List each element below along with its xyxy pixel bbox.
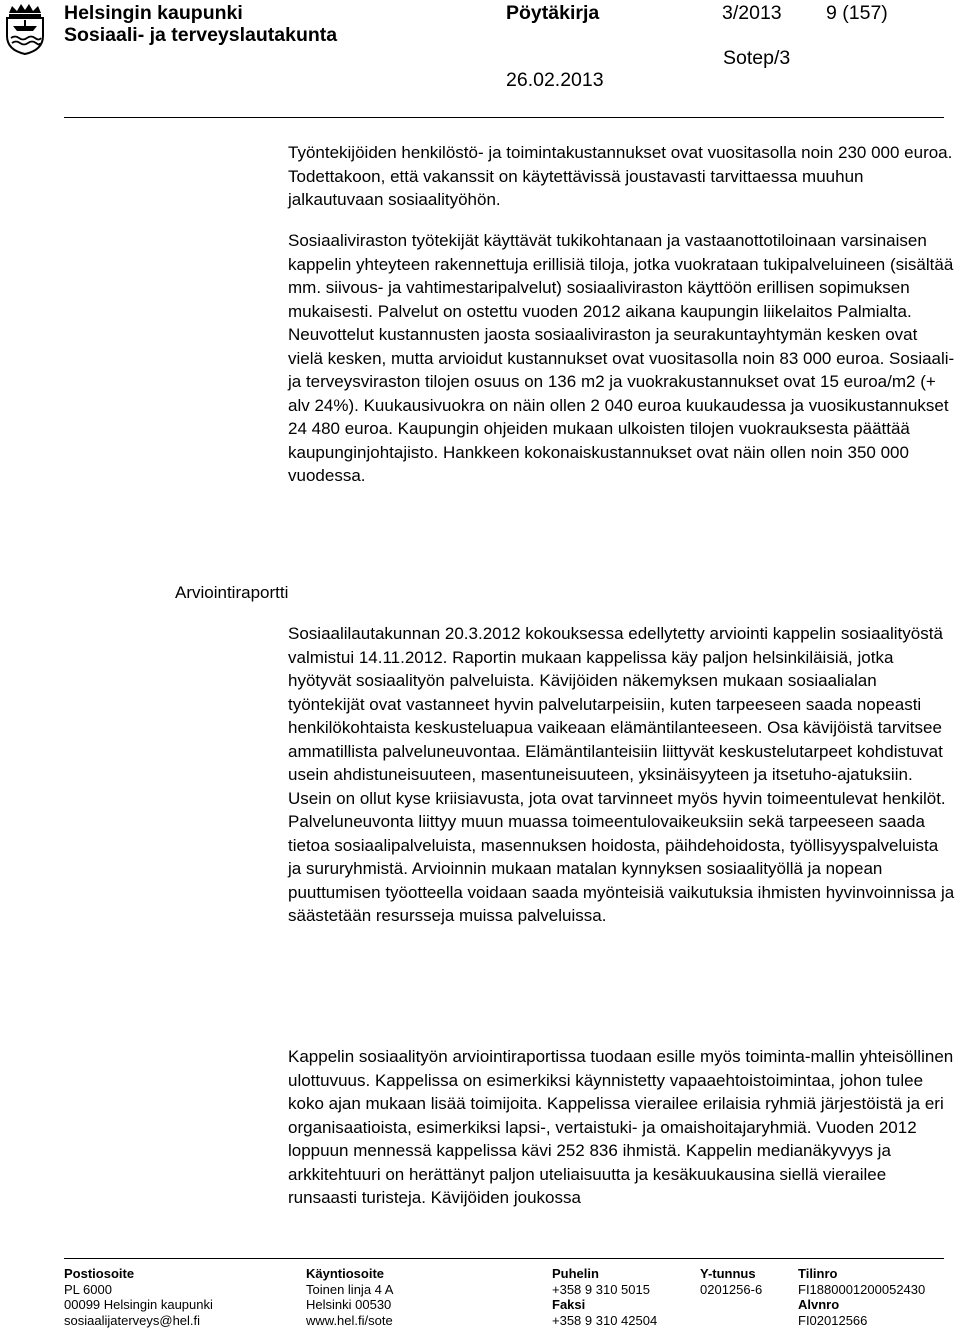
footer-line: +358 9 310 5015 [552, 1281, 650, 1297]
footer-heading: Alvnro [798, 1297, 840, 1312]
page-number: 9 (157) [826, 2, 888, 24]
footer-line: +358 9 310 42504 [552, 1312, 658, 1328]
footer-postal-address [64, 1266, 213, 1328]
footer-divider [64, 1258, 944, 1259]
department-name: Sosiaali- ja terveyslautakunta [64, 24, 338, 46]
footer-heading: Puhelin [552, 1266, 599, 1281]
footer-business-id [700, 1266, 762, 1297]
organization-name: Helsingin kaupunki [64, 2, 243, 24]
helsinki-crest-icon [4, 2, 46, 56]
footer-website-link[interactable]: www.hel.fi/sote [306, 1312, 393, 1328]
paragraph-evaluation: Sosiaalilautakunnan 20.3.2012 kokouksessa edellytetty arviointi kappelin sosiaalityöstä valmistui 14.11.2012. Raportin mukaan kappelissa käy paljon helsinkiläisiä, jotka hyötyvät sosiaalityön palveluista. Kävijöiden näkemyksen mukaan sosiaalialan työntekijät ovat vastanneet hyvin palvelutarpeisiin, kuten tarpeeseen saada nopeasti henkilökohtaista keskusteluapua vaikeaan elämäntilanteeseen. Osa kävijöistä tarvitsee ammatillista palveluneuvontaa. Elämäntilanteisiin liittyvät keskustelutarpeet kohdistuvat usein ahdistuneisuuteen, masentuneisuuteen, yksinäisyyteen ja itsetuho-ajatuksiin. Usein on ollut kyse kriisiavusta, jota ovat tarvinneet myös hyvin toimeentulevat henkilöt. Palveluneuvonta liittyy muun muassa toimeentulovaikeuksiin sekä tarpeeseen saada tietoa sosiaalipalveluista, masennuksen hoidosta, päihdehoidosta, työllisyyspalveluista ja sururyhmistä. Arvioinnin mukaan matalan kynnyksen sosiaalityöllä ja nopean puuttumisen työotteella voidaan saada myönteisiä vaikutuksia ihmisten hyvinvoinnissa ja säästetään resursseja muissa palveluissa. [288, 624, 955, 925]
footer-account [798, 1266, 925, 1328]
footer-email-link[interactable]: sosiaalijaterveys@hel.fi [64, 1312, 201, 1328]
footer-phone [552, 1266, 657, 1328]
footer-heading: Postiosoite [64, 1266, 135, 1281]
footer-heading: Käyntiosoite [306, 1266, 385, 1281]
footer-heading: Tilinro [798, 1266, 838, 1281]
footer-line: 00099 Helsingin kaupunki [64, 1297, 213, 1312]
paragraph-premises: Sosiaaliviraston työtekijät käyttävät tukikohtanaan ja vastaanottotiloinaan varsinaisen kappelin yhteyteen rakennettuja erillisiä tiloja, jotka vuokrataan tukipalveluineen (sisältää mm. siivous- ja vahtimestaripalvelut) sosiaaliviraston käyttöön erillisen sopimuksen mukaisesti. Palvelut on ostettu vuoden 2012 aikana kaupungin liikelaitos Palmialta. Neuvottelut kustannusten jaosta sosiaaliviraston ja seurakuntayhtymän kesken ovat vielä kesken, mutta arvioidut kustannukset ovat vuositasolla noin 83 000 euroa. Sosiaali- ja terveysviraston tilojen osuus on 136 m2 ja vuokrakustannukset ovat 15 euroa/m2 (+ alv 24%). Kuukausivuokra on näin ollen 2 040 euroa kuukaudessa ja vuosikustannukset 24 480 euroa. Kaupungin ohjeiden mukaan ulkoisten tilojen vuokrauksesta päättää kaupunginjohtajisto. Hankkeen kokonaiskustannukset ovat näin ollen noin 350 000 vuodessa. [288, 231, 955, 485]
document-type: Pöytäkirja [506, 2, 600, 24]
paragraph-community: Kappelin sosiaalityön arviointiraportissa tuodaan esille myös toiminta-mallin yhteisöllinen ulottuvuus. Kappelissa on esimerkiksi käynnistetty vapaaehtoistoimintaa, johon tulee koko ajan mukaan lisää toimijoita. Kappelissa vierailee erilaisia ryhmiä järjestöistä ja eri organisaatioista, esimerkiksi lapsi-, vertaistuki- ja omaishoitajaryhmiä. Vuoden 2012 loppuun mennessä kappelissa kävi 252 836 ihmistä. Kappelin medianäkyvyys ja arkkitehtuuri on herättänyt paljon uteliaisuutta ja kesäkuukausina siellä vierailee runsaasti turisteja. Kävijöiden joukossa [288, 1047, 954, 1207]
header-divider [64, 117, 944, 118]
footer-line: FI1880001200052430 [798, 1281, 926, 1297]
footer-heading: Faksi [552, 1297, 586, 1312]
footer-line: Toinen linja 4 A [306, 1281, 394, 1297]
footer-line: Helsinki 00530 [306, 1297, 392, 1312]
paragraph-staff-costs: Työntekijöiden henkilöstö- ja toimintakustannukset ovat vuositasolla noin 230 000 euroa. Todettakoon, että vakanssit on käytettävissä joustavasti tarvittaessa muuhun jalkautuvaan sosiaalityöhön. [288, 143, 953, 209]
meeting-date: 26.02.2013 [506, 69, 604, 91]
footer-heading: Y-tunnus [700, 1266, 756, 1281]
issue-number: 3/2013 [722, 2, 782, 24]
side-heading-evaluation-report: Arviointiraportti [175, 583, 289, 602]
section-code: Sotep/3 [723, 47, 791, 69]
footer-line: PL 6000 [64, 1281, 112, 1297]
footer-line: FI02012566 [798, 1312, 868, 1328]
footer-line: 0201256-6 [700, 1281, 763, 1297]
footer-visiting-address [306, 1266, 393, 1328]
